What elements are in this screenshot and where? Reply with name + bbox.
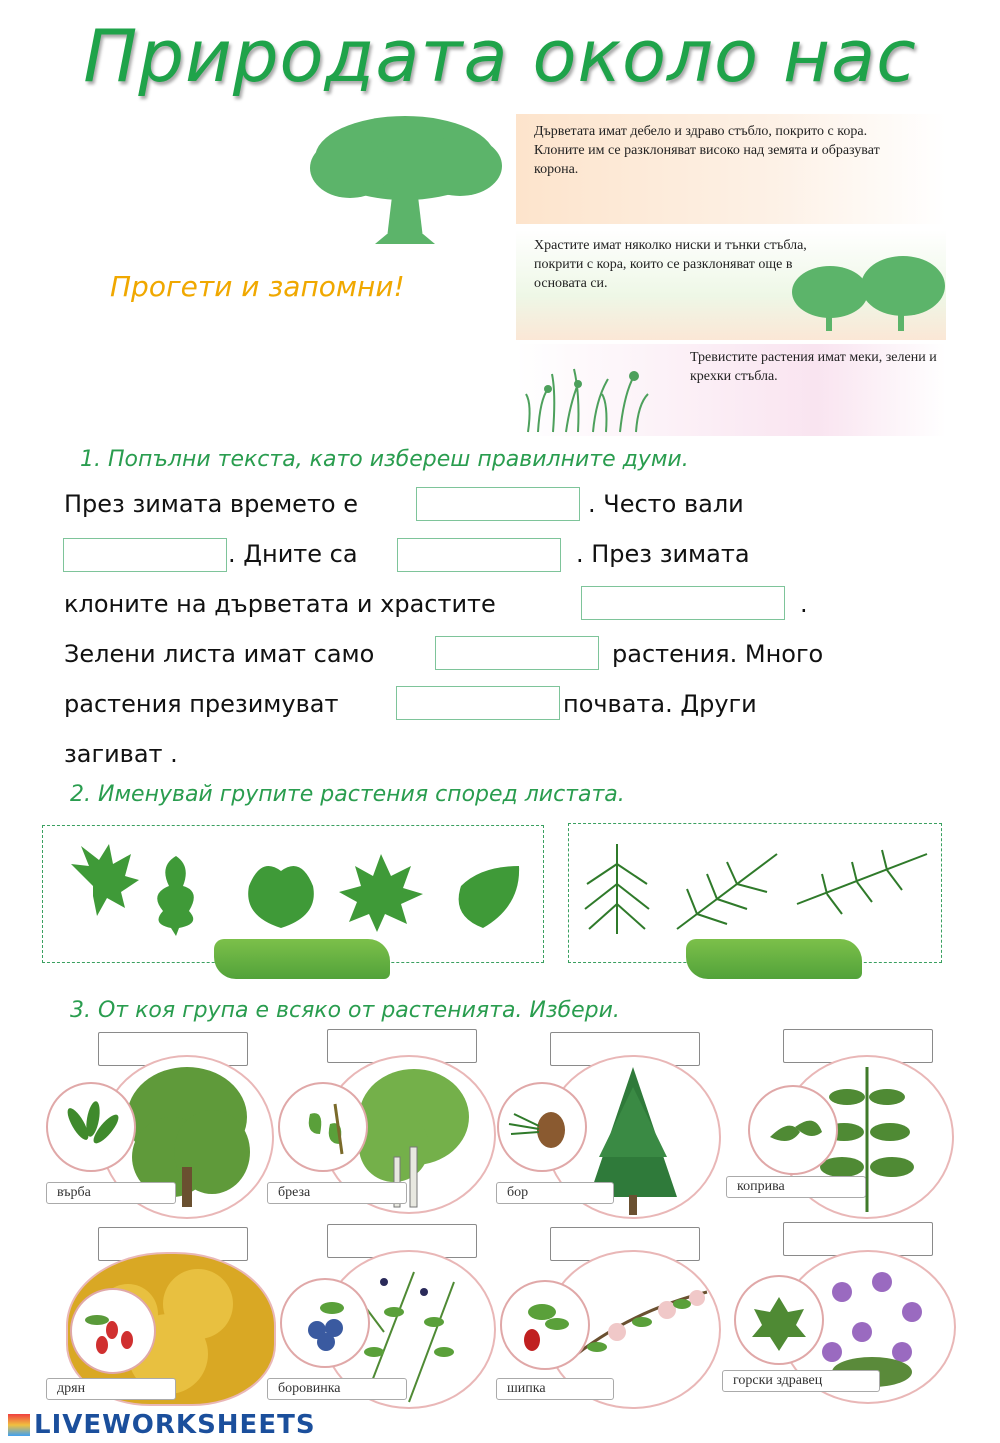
info-herbs-text: Тревистите растения имат меки, зелени и крехки стъбла. bbox=[690, 350, 937, 384]
answer-field-4[interactable] bbox=[581, 586, 785, 620]
info-trees-text: Дърветата имат дебело и здраво стъбло, покрито с кора. Клоните им се разклоняват високо над земята и образуват корона. bbox=[534, 124, 880, 177]
info-shrubs-text: Храстите имат няколко ниски и тънки стъбла, покрити с кора, които се разклоняват още в основата си. bbox=[534, 238, 807, 291]
nettle-leaf-icon bbox=[748, 1085, 838, 1175]
plant-label-4: коприва bbox=[726, 1176, 866, 1198]
answer-field-3[interactable] bbox=[397, 538, 561, 572]
info-shrubs bbox=[516, 230, 946, 340]
broad-leaves-icon bbox=[51, 836, 531, 946]
tree-icon bbox=[305, 108, 505, 248]
task1-text-3a: клоните на дърветата и храстите bbox=[64, 590, 496, 618]
plant-label-7: шипка bbox=[496, 1378, 614, 1400]
footer-logo bbox=[8, 1410, 316, 1440]
grass-icon bbox=[518, 364, 658, 434]
plant-label-8: горски здравец bbox=[722, 1370, 880, 1392]
group-name-field-1[interactable] bbox=[214, 939, 390, 979]
answer-field-1[interactable] bbox=[416, 487, 580, 521]
info-herbs bbox=[516, 344, 946, 436]
plant-label-2: бреза bbox=[267, 1182, 407, 1204]
task1-heading: 1. Попълни текста, като избереш правилните думи. bbox=[80, 447, 689, 472]
page-title: Природата около нас bbox=[83, 14, 917, 98]
plant-label-3: бор bbox=[496, 1182, 614, 1204]
blueberry-fruit-icon bbox=[280, 1278, 370, 1368]
rosehip-fruit-icon bbox=[500, 1280, 590, 1370]
willow-leaf-icon bbox=[46, 1082, 136, 1172]
plant-label-1: върба bbox=[46, 1182, 176, 1204]
task1-text-6: загиват . bbox=[64, 740, 178, 768]
liveworksheets-logo-icon bbox=[8, 1414, 30, 1436]
group-name-field-2[interactable] bbox=[686, 939, 862, 979]
task1-text-1a: През зимата времето е bbox=[64, 490, 358, 518]
info-trees bbox=[516, 114, 946, 224]
conifer-branches-icon bbox=[577, 834, 937, 944]
task1-text-4a: Зелени листа имат само bbox=[64, 640, 375, 668]
task1-text-2b: . През зимата bbox=[576, 540, 750, 568]
pine-cone-icon bbox=[497, 1082, 587, 1172]
answer-field-2[interactable] bbox=[63, 538, 227, 572]
task3-heading: 3. От коя група е всяко от растенията. Избери. bbox=[70, 998, 620, 1023]
task1-text-1b: . Често вали bbox=[588, 490, 744, 518]
plant-label-5: дрян bbox=[46, 1378, 176, 1400]
birch-leaf-icon bbox=[278, 1082, 368, 1172]
answer-field-5[interactable] bbox=[435, 636, 599, 670]
plant-label-6: боровинка bbox=[267, 1378, 407, 1400]
shrub-icon bbox=[788, 252, 948, 334]
dogwood-berry-icon bbox=[70, 1288, 156, 1374]
footer-text: LIVEWORKSHEETS bbox=[34, 1410, 316, 1440]
answer-field-6[interactable] bbox=[396, 686, 560, 720]
task1-text-3b: . bbox=[800, 590, 808, 618]
geranium-leaf-icon bbox=[734, 1275, 824, 1365]
task1-text-4b: растения. Много bbox=[612, 640, 824, 668]
task1-text-5a: растения презимуват bbox=[64, 690, 339, 718]
subtitle: Прогети и запомни! bbox=[110, 270, 405, 303]
task2-heading: 2. Именувай групите растения според листата. bbox=[70, 782, 625, 807]
task1-text-5b: почвата. Други bbox=[563, 690, 757, 718]
task1-text-2a: . Дните са bbox=[228, 540, 358, 568]
